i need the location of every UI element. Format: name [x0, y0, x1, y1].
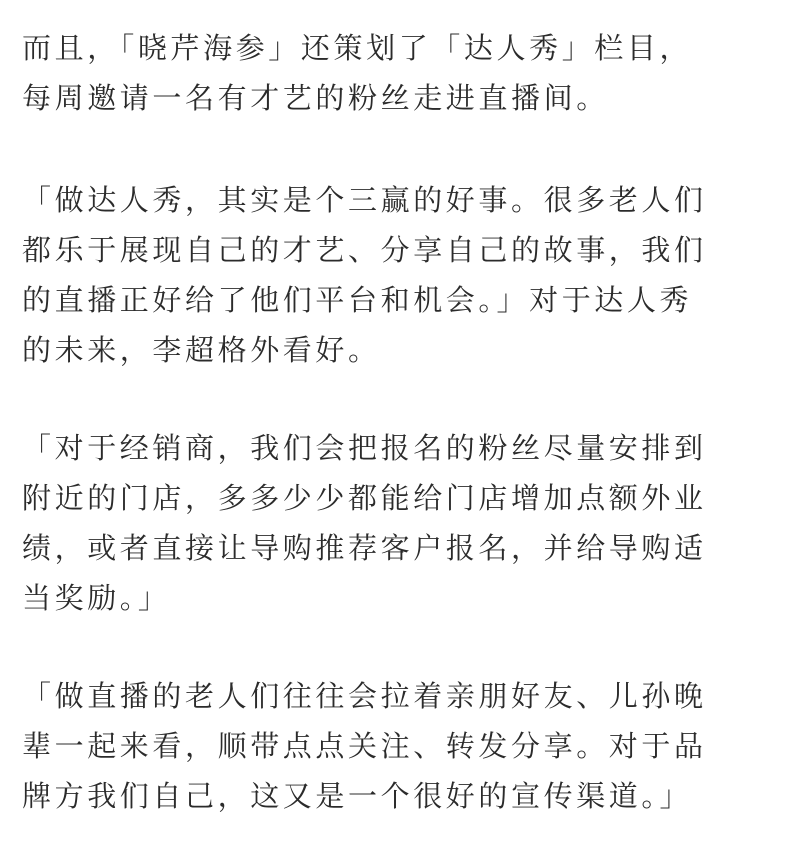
text-line: 的未来，李超格外看好。	[22, 333, 381, 367]
text-line: 「对于经销商，我们会把报名的粉丝尽量安排到	[22, 431, 707, 465]
text-line: 的直播正好给了他们平台和机会。」对于达人秀	[22, 283, 693, 317]
text-line: 当奖励。」	[22, 581, 171, 615]
text-line: 附近的门店，多多少少都能给门店增加点额外业	[22, 481, 707, 515]
text-line: 辈一起来看，顺带点点关注、转发分享。对于品	[22, 729, 707, 763]
text-line: 「做直播的老人们往往会拉着亲朋好友、儿孙晚	[22, 679, 707, 713]
text-line: 「做达人秀，其实是个三赢的好事。很多老人们	[22, 183, 707, 217]
text-line: 每周邀请一名有才艺的粉丝走进直播间。	[22, 81, 609, 115]
text-line: 绩，或者直接让导购推荐客户报名，并给导购适	[22, 531, 707, 565]
text-line: 都乐于展现自己的才艺、分享自己的故事，我们	[22, 233, 707, 267]
text-line: 而且，「晓芹海参」还策划了「达人秀」栏目，	[22, 31, 693, 65]
text-line: 牌方我们自己，这又是一个很好的宣传渠道。」	[22, 779, 693, 813]
